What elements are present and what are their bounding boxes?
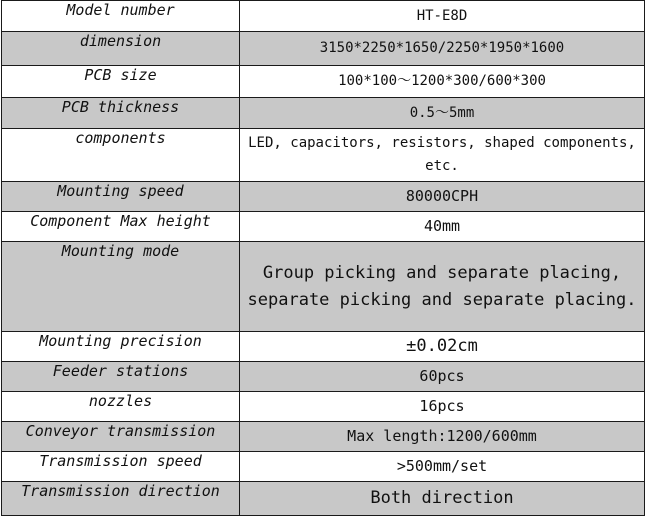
row-label: nozzles: [2, 392, 240, 422]
row-value: >500mm/set: [240, 452, 645, 482]
row-label: Mounting mode: [2, 242, 240, 332]
row-value: 100*100～1200*300/600*300: [240, 66, 645, 98]
row-value: Max length:1200/600mm: [240, 422, 645, 452]
spec-table: [1, 0, 645, 516]
table-row: [2, 422, 645, 452]
row-label: Mounting speed: [2, 182, 240, 212]
table-row: [2, 32, 645, 66]
table-row: [2, 362, 645, 392]
row-label: Conveyor transmission: [2, 422, 240, 452]
row-label: Transmission direction: [2, 482, 240, 516]
row-label: Component Max height: [2, 212, 240, 242]
row-value: 16pcs: [240, 392, 645, 422]
row-value: 3150*2250*1650/2250*1950*1600: [240, 32, 645, 66]
table-row: [2, 98, 645, 129]
table-row: [2, 212, 645, 242]
row-value: 0.5～5mm: [240, 98, 645, 129]
row-label: PCB size: [2, 66, 240, 98]
table-row: [2, 392, 645, 422]
table-row: [2, 66, 645, 98]
table-row: [2, 332, 645, 362]
table-row: [2, 1, 645, 32]
table-row: [2, 242, 645, 332]
table-row: [2, 482, 645, 516]
row-label: Transmission speed: [2, 452, 240, 482]
row-value: ±0.02cm: [240, 332, 645, 362]
row-label: Mounting precision: [2, 332, 240, 362]
row-label: Model number: [2, 1, 240, 32]
row-label: PCB thickness: [2, 98, 240, 129]
row-label: components: [2, 129, 240, 182]
row-value: 60pcs: [240, 362, 645, 392]
row-value: 80000CPH: [240, 182, 645, 212]
row-value: 40mm: [240, 212, 645, 242]
row-value: LED, capacitors, resistors, shaped components, etc.: [240, 129, 645, 182]
row-value: HT-E8D: [240, 1, 645, 32]
table-row: [2, 182, 645, 212]
row-label: dimension: [2, 32, 240, 66]
table-row: [2, 452, 645, 482]
row-value: Group picking and separate placing, separate picking and separate placing.: [240, 242, 645, 332]
table-row: [2, 129, 645, 182]
row-label: Feeder stations: [2, 362, 240, 392]
row-value: Both direction: [240, 482, 645, 516]
